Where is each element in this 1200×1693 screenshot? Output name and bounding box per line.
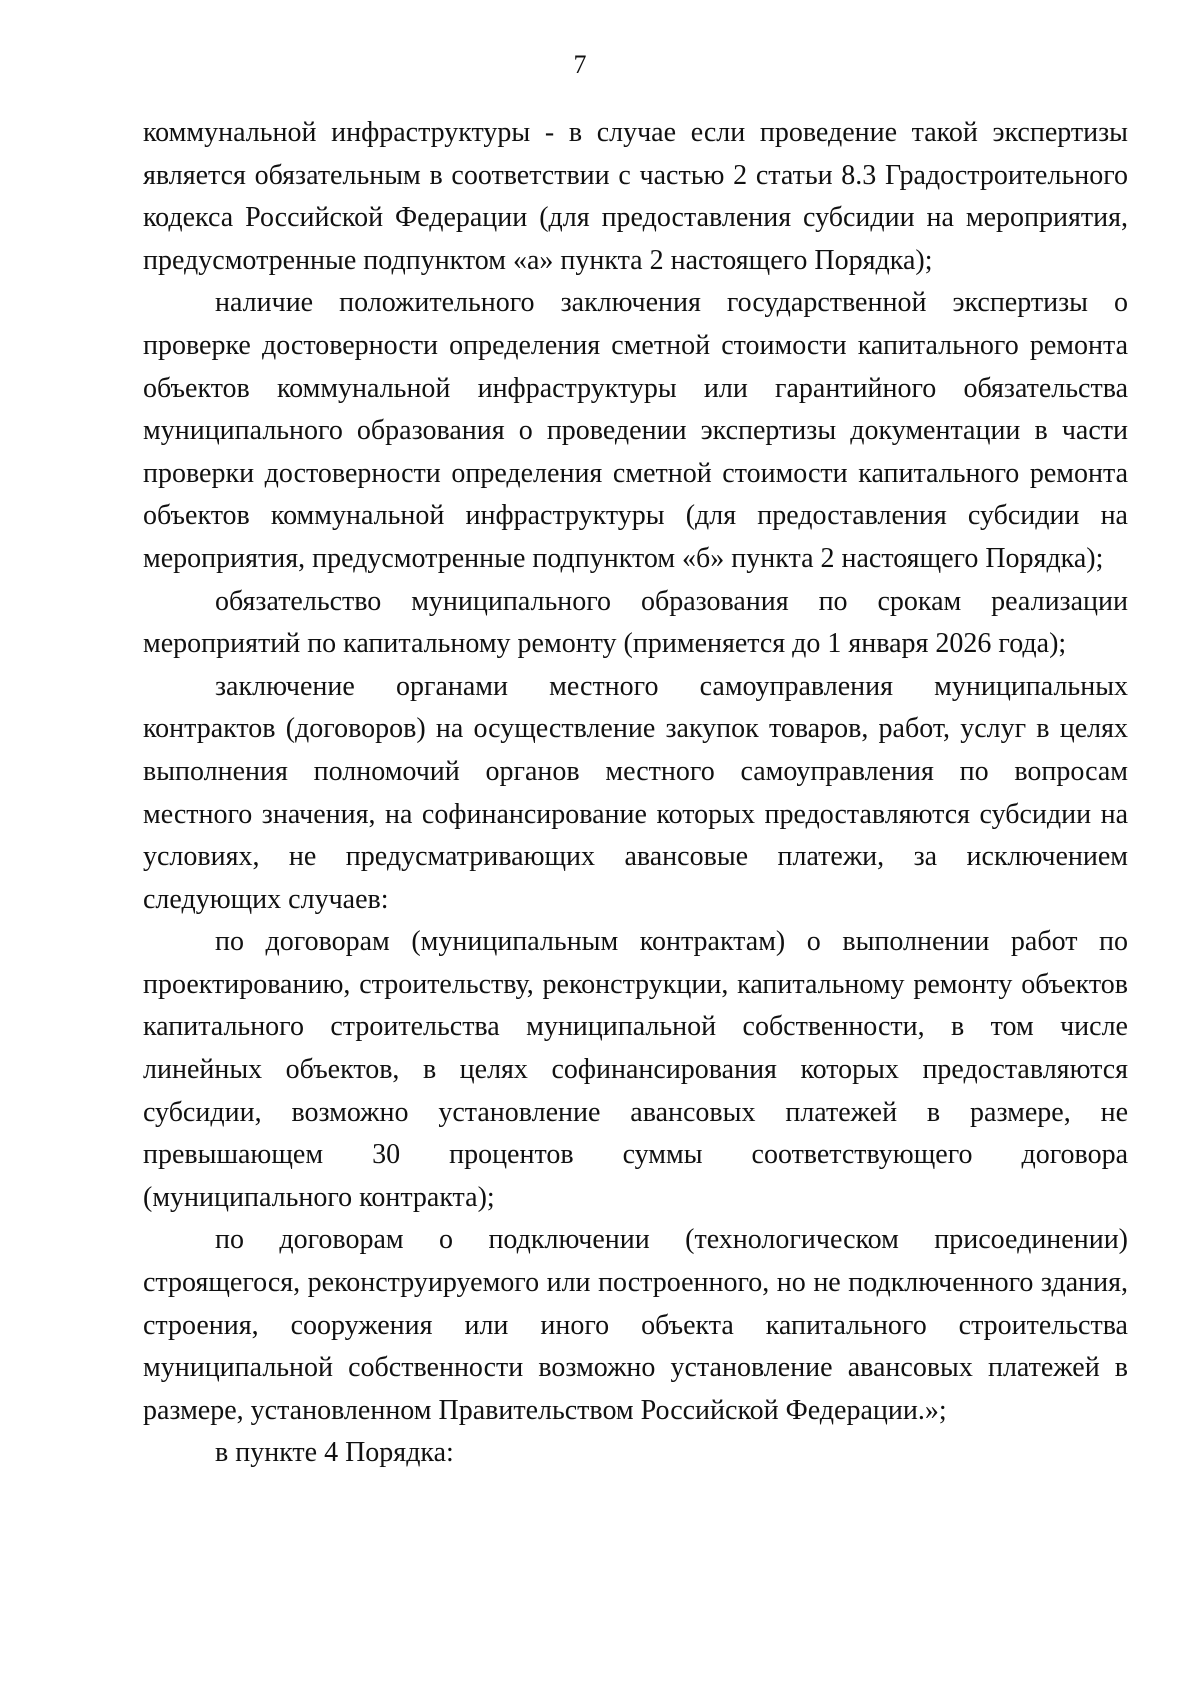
paragraph-7: в пункте 4 Порядка: [215,1437,454,1469]
paragraph-3: обязательство муниципального образования по срокам реализации мероприятий по капитальному ремонту (применяется до 1 января 2026 года); [143,585,1128,660]
paragraph-5: по договорам (муниципальным контрактам) о выполнении работ по проектированию, строительству, реконструкции, капитальному ремонту объектов капитального строительства муниципальной собственности, в том числе линейных объектов, в целях софинансирования которых предоставляются субсидии, возможно установление авансовых платежей в размере, не превышающем 30 процентов суммы соответствующего договора (муниципального контракта); [143,926,1128,1213]
document-body [143,112,1128,1475]
paragraph-6: по договорам о подключении (технологическом присоединении) строящегося, реконструируемого или построенного, но не подключенного здания, строения, сооружения или иного объекта капитального строительства муниципальной собственности возможно установление авансовых платежей в размере, установленном Правительством Российской Федерации.»; [143,1224,1128,1426]
paragraph-2: наличие положительного заключения государственной экспертизы о проверке достоверности определения сметной стоимости капитального ремонта объектов коммунальной инфраструктуры или гарантийного обязательства муниципального образования о проведении экспертизы документации в части проверки достоверности определения сметной стоимости капитального ремонта объектов коммунальной инфраструктуры (для предоставления субсидии на мероприятия, предусмотренные подпунктом «б» пункта 2 настоящего Порядка); [143,287,1128,574]
paragraph-4: заключение органами местного самоуправления муниципальных контрактов (договоров) на осуществление закупок товаров, работ, услуг в целях выполнения полномочий органов местного самоуправления по вопросам местного значения, на софинансирование которых предоставляются субсидии на условиях, не предусматривающих авансовые платежи, за исключением следующих случаев: [143,670,1128,915]
paragraph-1: коммунальной инфраструктуры - в случае если проведение такой экспертизы является обязательным в соответствии с частью 2 статьи 8.3 Градостроительного кодекса Российской Федерации (для предоставления субсидии на мероприятия, предусмотренные подпунктом «а» пункта 2 настоящего Порядка); [143,117,1128,276]
page-number: 7 [573,50,587,79]
